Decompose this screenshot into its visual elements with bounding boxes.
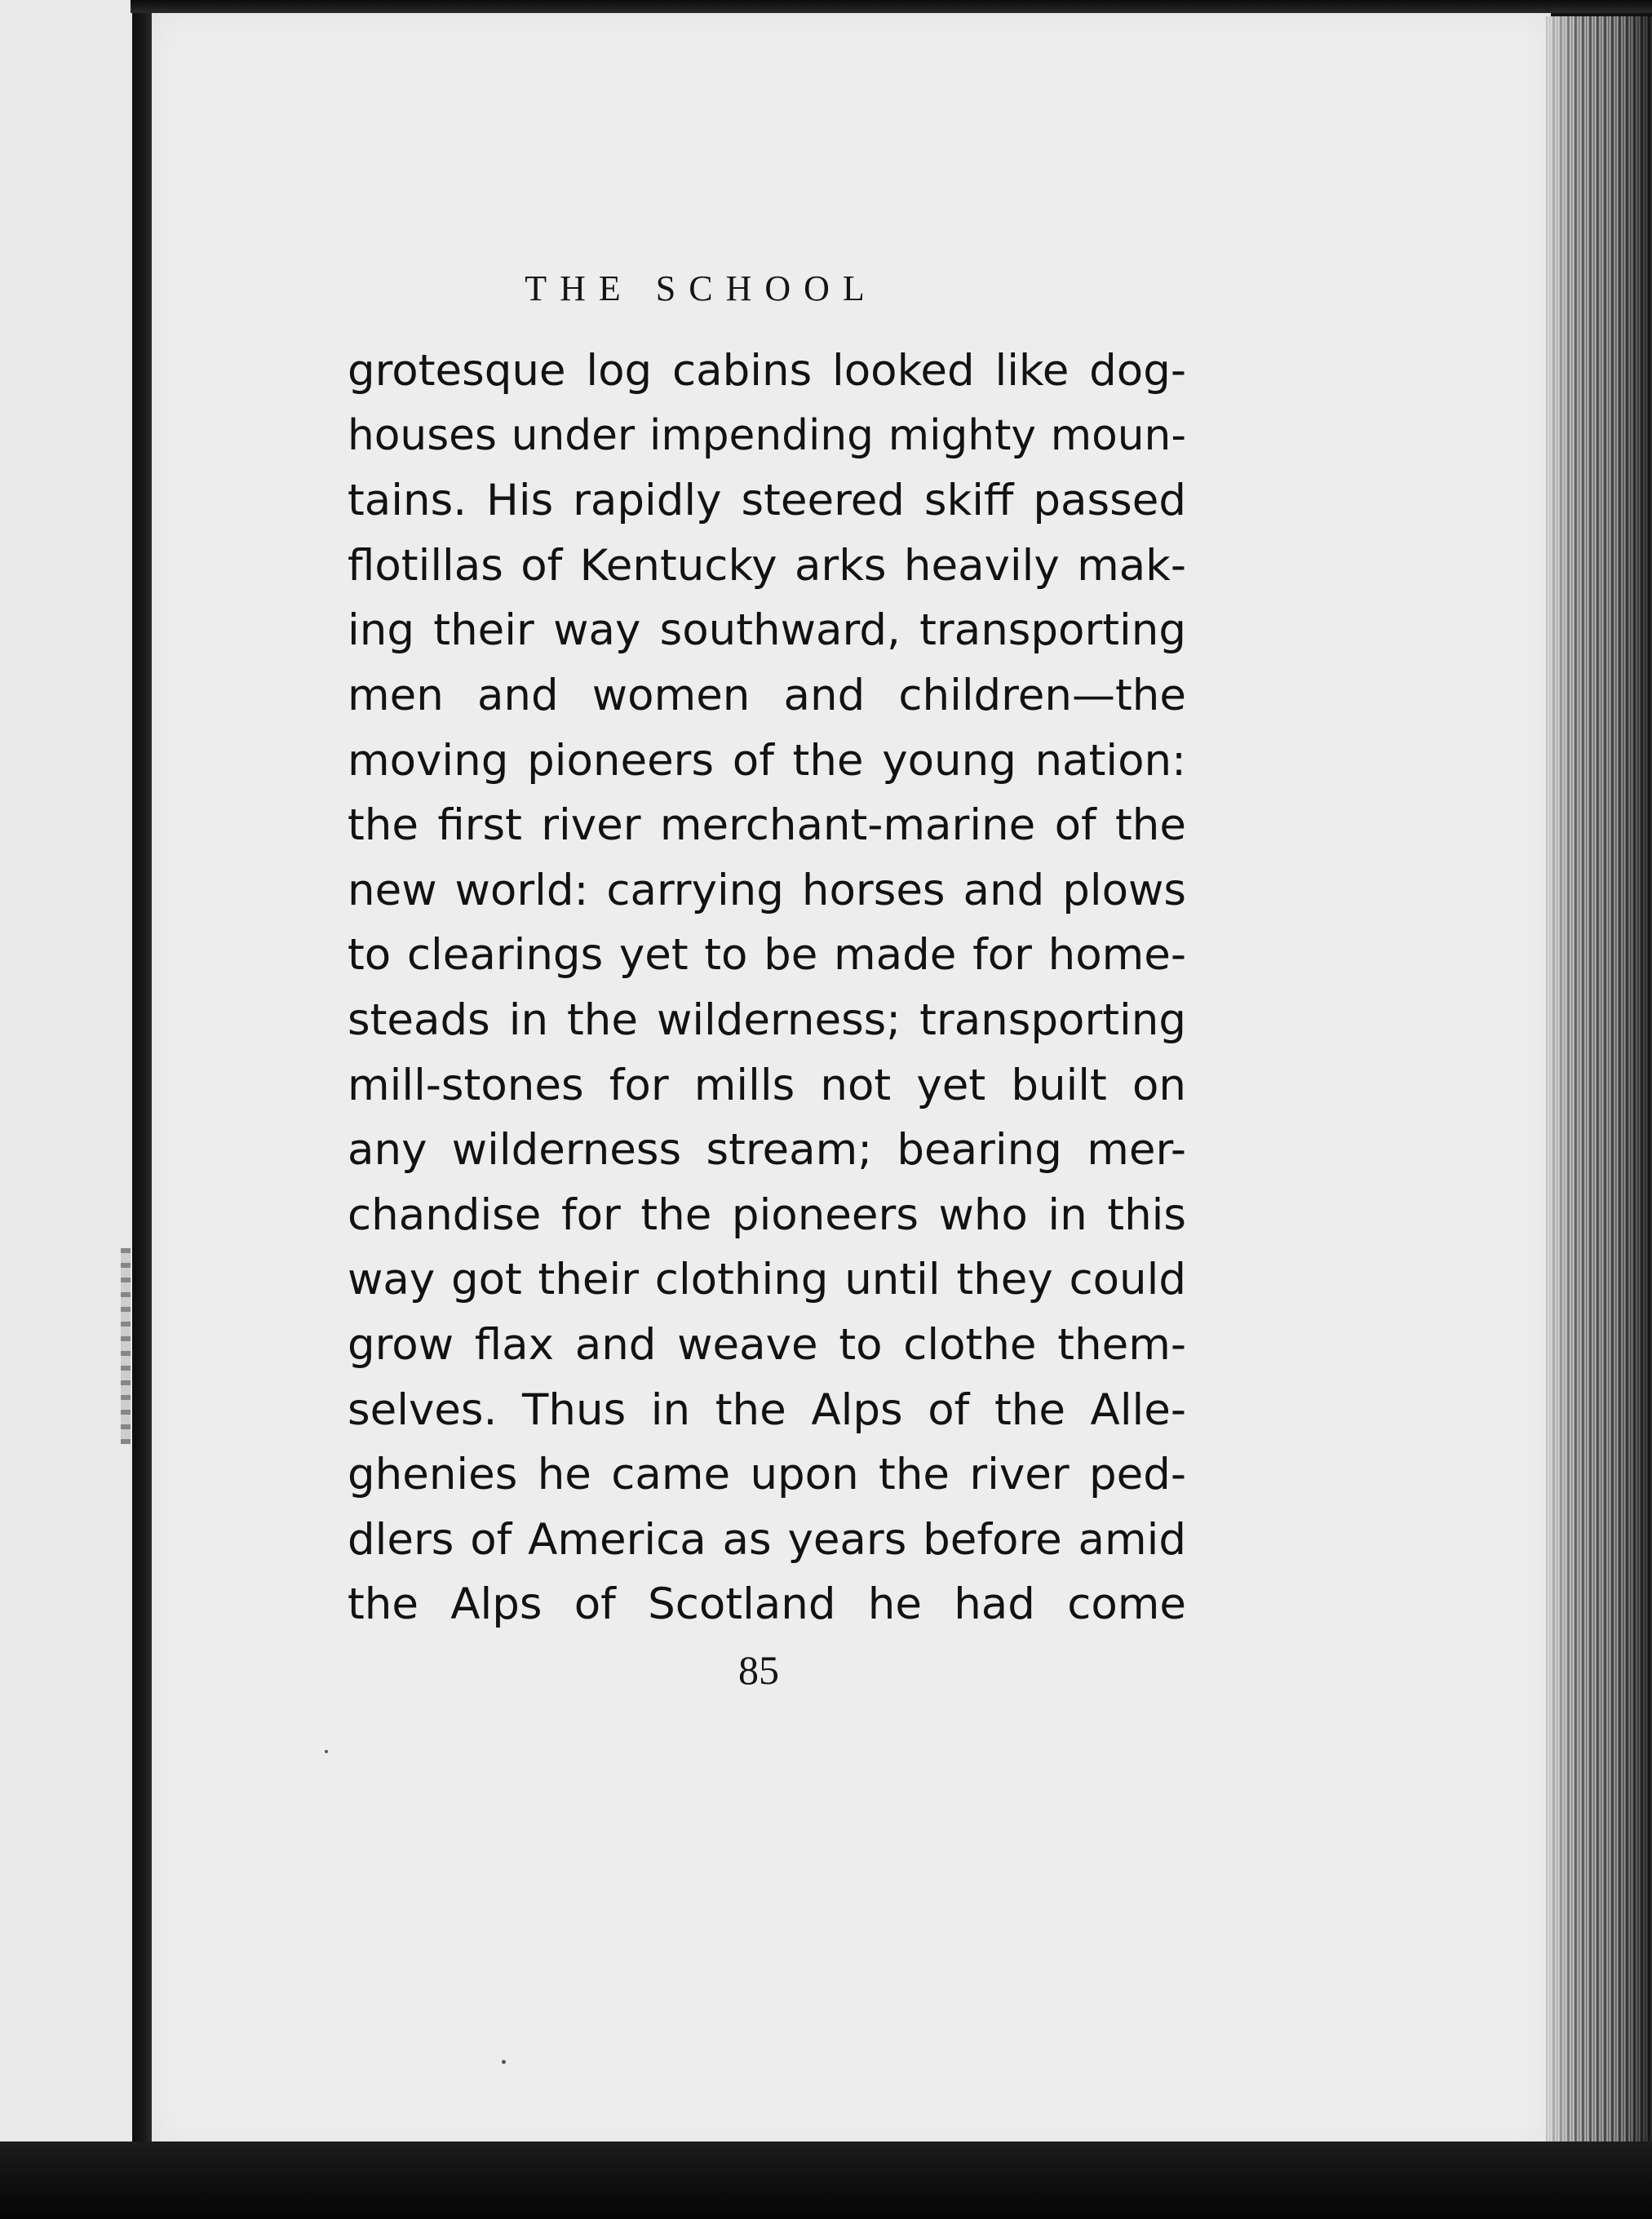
text-line: any wilderness stream; bearing mer-	[348, 1125, 1186, 1176]
facing-page-edge	[0, 0, 132, 2219]
text-line: selves. Thus in the Alps of the Alle-	[348, 1384, 1186, 1435]
page-bottom-edge	[0, 2141, 1652, 2219]
text-line: steads in the wilderness; transporting	[348, 994, 1186, 1045]
scan-speck	[325, 1750, 328, 1753]
page-top-edge	[131, 0, 1652, 13]
page-number: 85	[738, 1647, 779, 1693]
text-line: chandise for the pioneers who in this	[348, 1189, 1186, 1240]
text-line: ghenies he came upon the river ped-	[348, 1450, 1186, 1500]
book-gutter	[132, 0, 152, 2141]
text-line: the Alps of Scotland he had come	[348, 1579, 1186, 1630]
text-line: ing their way southward, transporting	[348, 605, 1186, 656]
text-line: dlers of America as years before amid	[348, 1514, 1186, 1565]
text-line: way got their clothing until they could	[348, 1255, 1186, 1305]
text-line: mill-stones for mills not yet built on	[348, 1060, 1186, 1110]
text-line: the first river merchant-marine of the	[348, 800, 1186, 851]
text-line: grotesque log cabins looked like dog-	[348, 346, 1186, 396]
text-line: moving pioneers of the young nation:	[348, 735, 1186, 786]
gutter-artifact	[121, 1248, 131, 1444]
scan-speck	[502, 2060, 506, 2064]
running-head: THE SCHOOL	[525, 268, 878, 308]
page-edges-shading	[1546, 16, 1652, 2170]
text-line: grow flax and weave to clothe them-	[348, 1319, 1186, 1370]
text-line: men and women and children—the	[348, 670, 1186, 720]
text-line: flotillas of Kentucky arks heavily mak-	[348, 540, 1186, 591]
text-line: tains. His rapidly steered skiff passed	[348, 476, 1186, 526]
text-line: houses under impending mighty moun-	[348, 410, 1186, 460]
text-line: new world: carrying horses and plows	[348, 865, 1186, 915]
text-line: to clearings yet to be made for home-	[348, 930, 1186, 981]
body-text	[348, 339, 1186, 1637]
